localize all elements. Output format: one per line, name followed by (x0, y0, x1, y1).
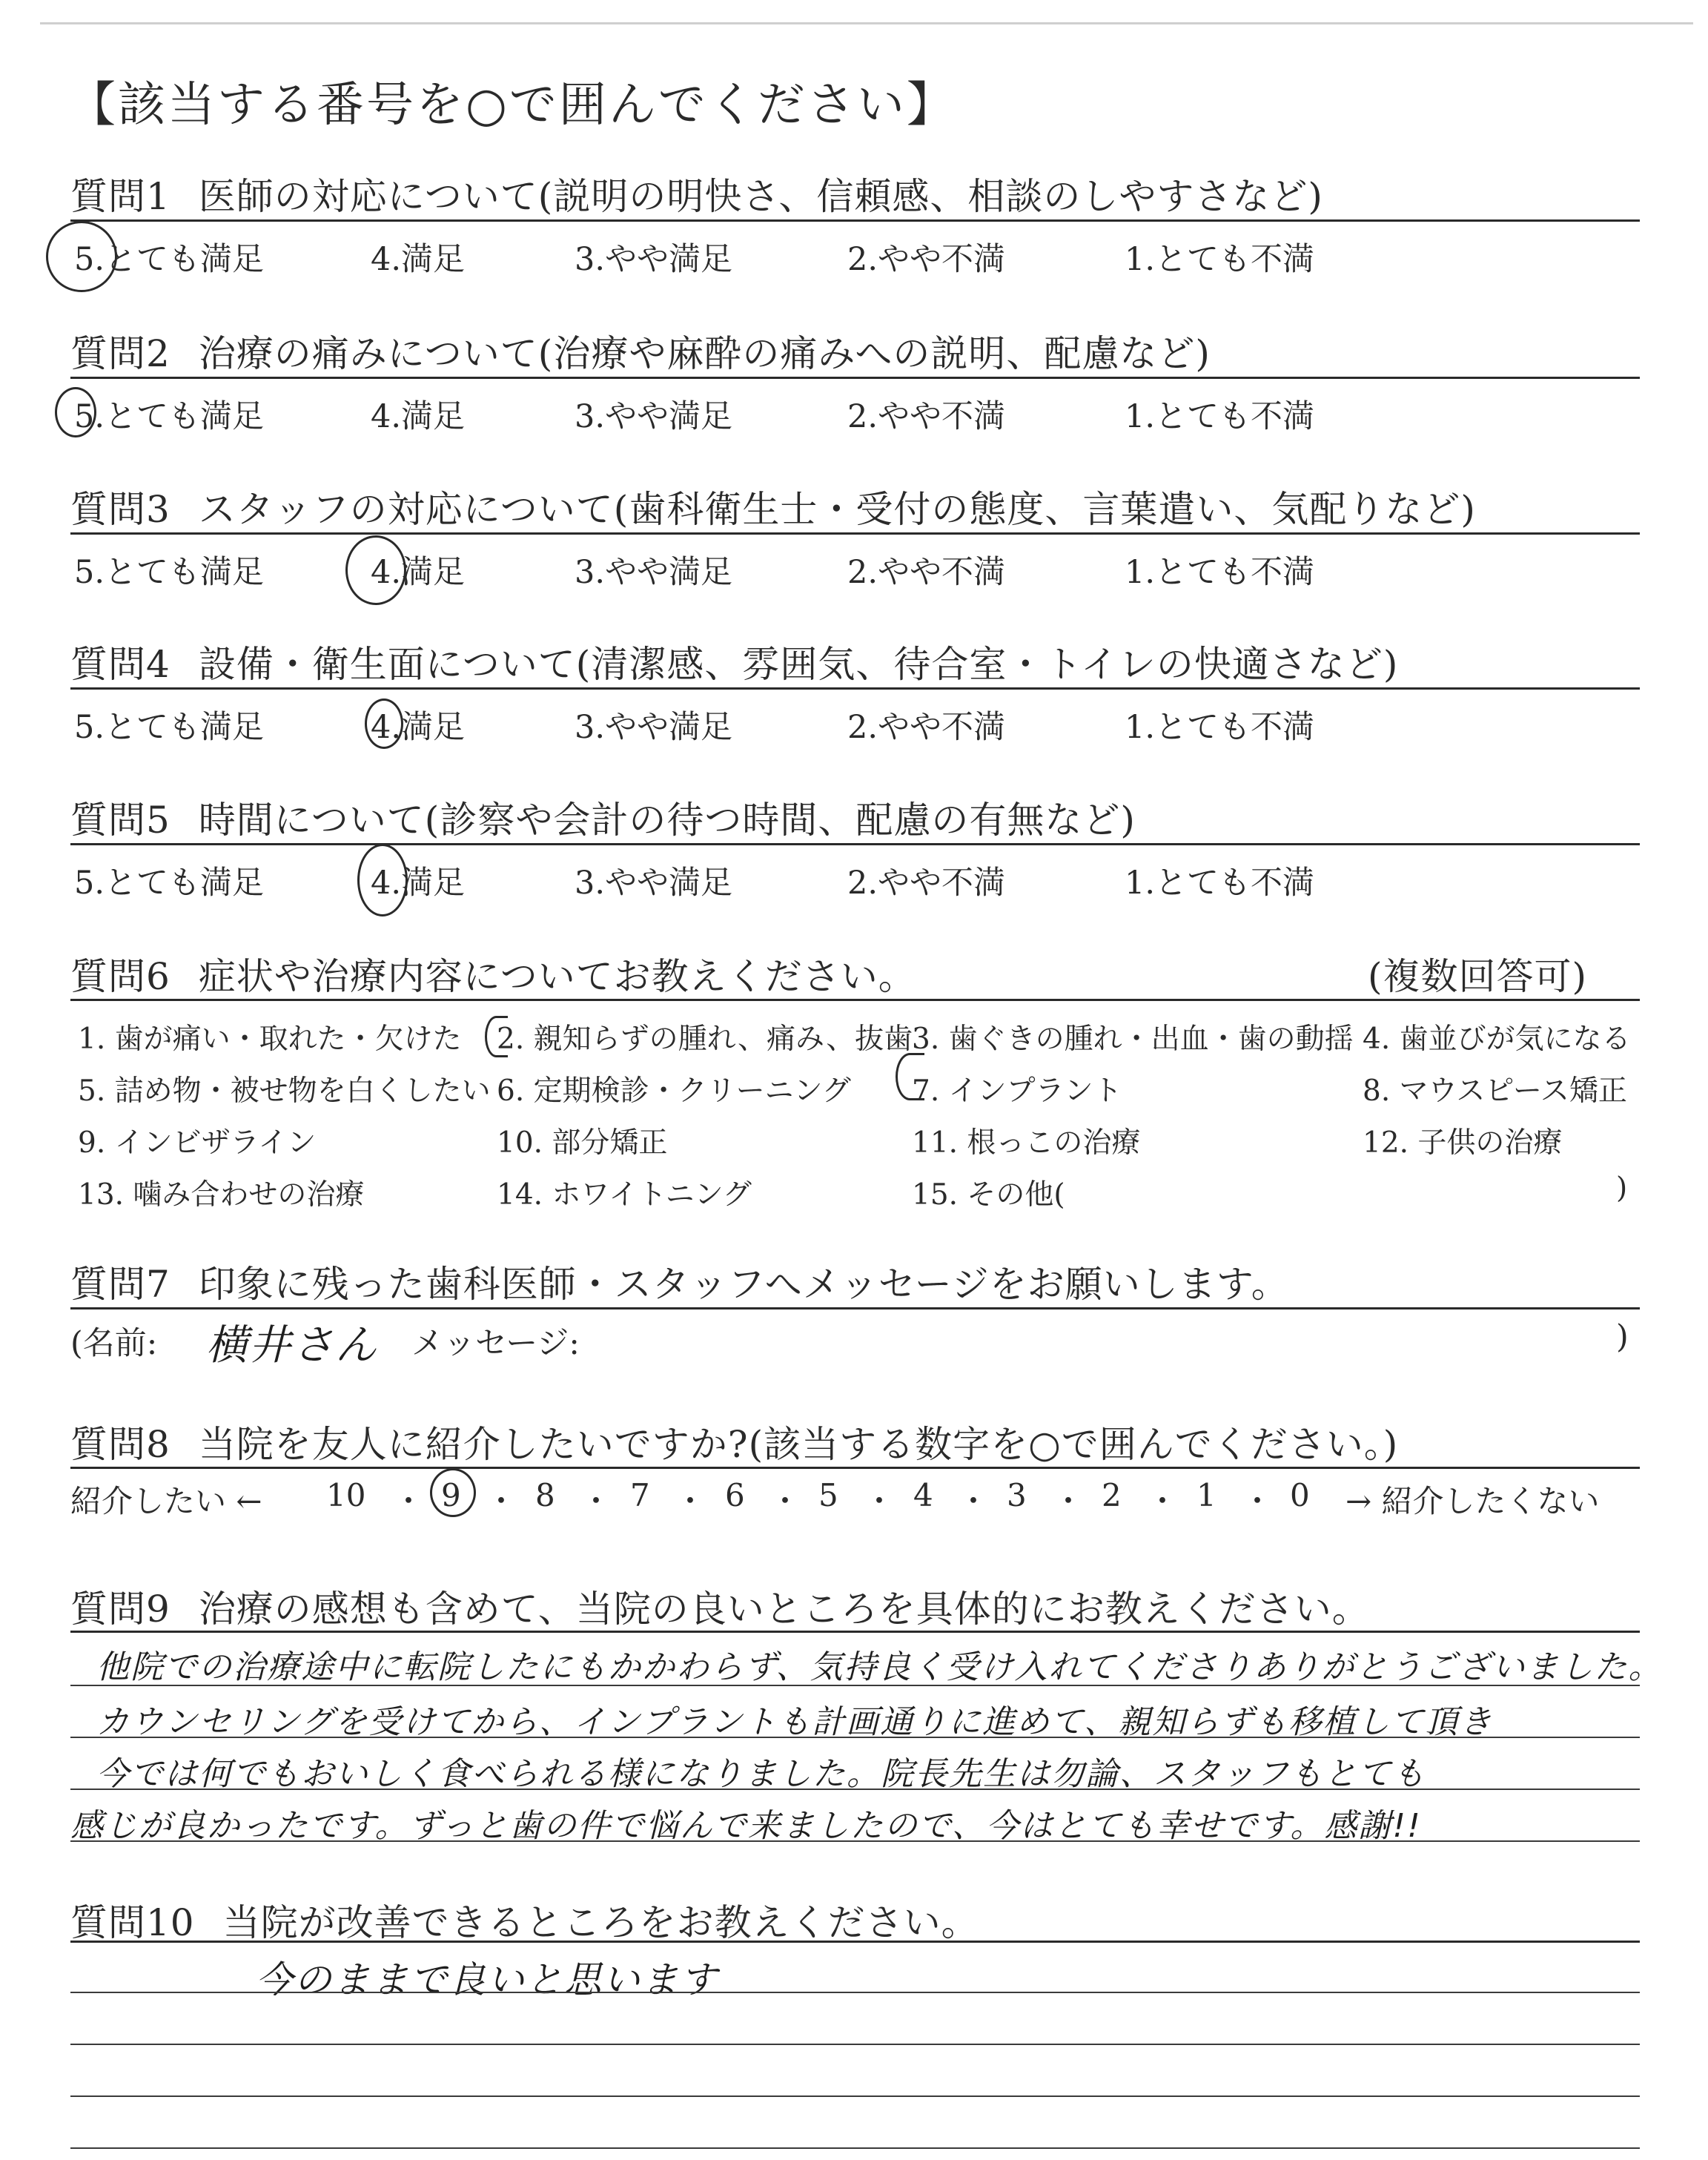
name-label: (名前: (70, 1325, 158, 1362)
question-text: 印象に残った歯科医師・スタッフへメッセージをお願いします。 (198, 1263, 1289, 1306)
divider (70, 1467, 1640, 1469)
scale-dot: ・ (675, 1483, 706, 1519)
option-2[interactable]: 2.やや不満 (847, 709, 1006, 746)
question-9 (70, 1579, 1370, 1633)
question-2 (70, 324, 1211, 377)
question-number: 質問1 (70, 175, 171, 218)
symptom-item[interactable]: 2. 親知らずの腫れ、痛み、抜歯 (497, 1023, 913, 1056)
question-number: 質問5 (70, 799, 171, 842)
improvement-comment[interactable]: 今のままで良いと思います (256, 1958, 718, 2001)
symptom-item[interactable]: 1. 歯が痛い・取れた・欠けた (78, 1023, 462, 1056)
divider (70, 532, 1640, 535)
option-1[interactable]: 1.とても不満 (1125, 709, 1315, 746)
option-4[interactable]: 4.満足 (371, 398, 466, 435)
comment-line[interactable]: 他院での治療途中に転院したにもかかわらず、気持良く受け入れてくださりありがとうございました。 (96, 1648, 1663, 1686)
question-text: スタッフの対応について(歯科衛生士・受付の態度、言葉遣い、気配りなど) (198, 488, 1476, 531)
recommend-right-label: → 紹介したくない (1345, 1483, 1600, 1519)
question-number: 質問7 (70, 1263, 171, 1306)
scale-dot: ・ (580, 1483, 612, 1519)
symptom-item[interactable]: 8. マウスピース矯正 (1363, 1074, 1627, 1108)
name-value[interactable]: 横井さん (206, 1321, 378, 1370)
option-5[interactable]: 5.とても満足 (74, 398, 265, 435)
question-number: 質問2 (70, 332, 171, 375)
question-8 (70, 1415, 1398, 1468)
scale-0[interactable]: 0 (1290, 1477, 1310, 1513)
divider (70, 1631, 1640, 1633)
answer-circle (485, 1016, 508, 1057)
scale-3[interactable]: 3 (1007, 1477, 1027, 1513)
question-number: 質問9 (70, 1588, 171, 1631)
option-3[interactable]: 3.やや満足 (575, 398, 733, 435)
option-1[interactable]: 1.とても不満 (1125, 241, 1315, 278)
option-1[interactable]: 1.とても不満 (1125, 398, 1315, 435)
symptom-item[interactable]: 6. 定期検診・クリーニング (497, 1074, 851, 1108)
divider (70, 1307, 1640, 1309)
answer-circle (345, 535, 406, 605)
scale-6[interactable]: 6 (725, 1477, 745, 1513)
multiple-answers-note: (複数回答可) (1368, 955, 1588, 998)
divider (70, 687, 1640, 690)
option-1[interactable]: 1.とても不満 (1125, 865, 1315, 902)
question-number: 質問8 (70, 1423, 171, 1466)
writing-line (70, 2095, 1640, 2097)
recommend-left-label: 紹介したい ← (70, 1483, 262, 1519)
divider (70, 1941, 1640, 1943)
question-number: 質問10 (70, 1901, 195, 1944)
question-number: 質問4 (70, 643, 171, 686)
scale-dot: ・ (1053, 1483, 1085, 1519)
scale-dot: ・ (1147, 1483, 1179, 1519)
question-text: 当院を友人に紹介したいですか?(該当する数字を○で囲んでください。) (198, 1423, 1399, 1466)
question-text: 当院が改善できるところをお教えください。 (222, 1901, 979, 1944)
symptom-item[interactable]: 12. 子供の治療 (1363, 1126, 1563, 1160)
question-number: 質問6 (70, 955, 171, 998)
other-close-paren: ) (1616, 1172, 1628, 1205)
option-1[interactable]: 1.とても不満 (1125, 554, 1315, 591)
scale-dot: ・ (486, 1483, 517, 1519)
option-2[interactable]: 2.やや不満 (847, 554, 1006, 591)
question-text: 医師の対応について(説明の明快さ、信頼感、相談のしやすさなど) (198, 175, 1323, 218)
question-text: 治療の感想も含めて、当院の良いところを具体的にお教えください。 (198, 1588, 1370, 1631)
divider (70, 219, 1640, 222)
option-2[interactable]: 2.やや不満 (847, 398, 1006, 435)
answer-circle (357, 844, 408, 916)
scale-8[interactable]: 8 (535, 1477, 555, 1513)
top-border (40, 22, 1693, 24)
comment-line[interactable]: カウンセリングを受けてから、インプラントも計画通りに進めて、親知らずも移植して頂き (96, 1703, 1494, 1741)
option-3[interactable]: 3.やや満足 (575, 709, 733, 746)
question-10 (70, 1893, 979, 1946)
option-2[interactable]: 2.やや不満 (847, 865, 1006, 902)
symptom-item[interactable]: 13. 噛み合わせの治療 (78, 1178, 365, 1212)
comment-line[interactable]: 感じが良かったです。ずっと歯の件で悩んで来ましたので、今はとても幸せです。感謝!! (70, 1807, 1422, 1845)
writing-line (70, 1737, 1640, 1738)
scale-dot: ・ (1242, 1483, 1274, 1519)
question-1 (70, 167, 1323, 220)
scale-10[interactable]: 10 (326, 1477, 366, 1513)
answer-circle (46, 221, 117, 292)
page-heading: 【該当する番号を○で囲んでください】 (68, 78, 956, 133)
message-close-paren: ) (1616, 1318, 1629, 1355)
option-3[interactable]: 3.やや満足 (575, 241, 733, 278)
divider (70, 377, 1640, 379)
question-7 (70, 1255, 1289, 1308)
option-4[interactable]: 4.満足 (371, 865, 466, 902)
question-3 (70, 480, 1476, 533)
option-3[interactable]: 3.やや満足 (575, 554, 733, 591)
scale-9[interactable]: 9 (441, 1477, 461, 1513)
scale-7[interactable]: 7 (630, 1477, 650, 1513)
question-text: 治療の痛みについて(治療や麻酔の痛みへの説明、配慮など) (198, 332, 1211, 375)
symptom-item[interactable]: 10. 部分矯正 (497, 1126, 668, 1160)
scale-dot: ・ (769, 1483, 801, 1519)
option-2[interactable]: 2.やや不満 (847, 241, 1006, 278)
question-text: 症状や治療内容についてお教えください。 (198, 955, 916, 998)
option-4[interactable]: 4.満足 (371, 241, 466, 278)
question-5 (70, 790, 1136, 844)
scale-2[interactable]: 2 (1102, 1477, 1122, 1513)
symptom-item[interactable]: 5. 詰め物・被せ物を白くしたい (78, 1074, 491, 1108)
symptom-item[interactable]: 14. ホワイトニング (497, 1178, 752, 1212)
writing-line (70, 1789, 1640, 1790)
writing-line (70, 2044, 1640, 2045)
question-text: 時間について(診察や会計の待つ時間、配慮の有無など) (198, 799, 1136, 842)
divider (70, 843, 1640, 845)
symptom-item[interactable]: 9. インビザライン (78, 1126, 317, 1160)
symptom-item[interactable]: 7. インプラント (912, 1074, 1122, 1108)
answer-circle (55, 387, 96, 437)
answer-circle (430, 1468, 476, 1517)
scale-5[interactable]: 5 (818, 1477, 838, 1513)
question-number: 質問3 (70, 488, 171, 531)
writing-line (70, 1685, 1640, 1686)
question-4 (70, 635, 1398, 688)
scale-dot: ・ (393, 1483, 425, 1519)
scale-dot: ・ (864, 1483, 896, 1519)
comment-line[interactable]: 今では何でもおいしく食べられる様になりました。院長先生は勿論、スタッフもとても (96, 1755, 1426, 1793)
option-5[interactable]: 5.とても満足 (74, 241, 265, 278)
scale-4[interactable]: 4 (913, 1477, 933, 1513)
symptom-item[interactable]: 15. その他( (912, 1178, 1065, 1212)
option-4[interactable]: 4.満足 (371, 709, 466, 746)
answer-circle (896, 1053, 924, 1100)
symptom-item[interactable]: 11. 根っこの治療 (912, 1126, 1141, 1160)
question-text: 設備・衛生面について(清潔感、雰囲気、待合室・トイレの快適さなど) (198, 643, 1399, 686)
option-5[interactable]: 5.とても満足 (74, 709, 265, 746)
answer-circle (365, 698, 403, 749)
divider (70, 999, 1640, 1001)
symptom-item[interactable]: 3. 歯ぐきの腫れ・出血・歯の動揺 (912, 1023, 1354, 1056)
scale-1[interactable]: 1 (1196, 1477, 1217, 1513)
option-3[interactable]: 3.やや満足 (575, 865, 733, 902)
symptom-item[interactable]: 4. 歯並びが気になる (1363, 1023, 1631, 1056)
scale-dot: ・ (958, 1483, 990, 1519)
option-5[interactable]: 5.とても満足 (74, 554, 265, 591)
writing-line (70, 1992, 1640, 1993)
option-4[interactable]: 4.満足 (371, 554, 466, 591)
option-5[interactable]: 5.とても満足 (74, 865, 265, 902)
message-label: メッセージ: (411, 1325, 580, 1362)
question-6 (70, 947, 916, 1000)
writing-line (70, 1840, 1640, 1842)
writing-line (70, 2147, 1640, 2149)
